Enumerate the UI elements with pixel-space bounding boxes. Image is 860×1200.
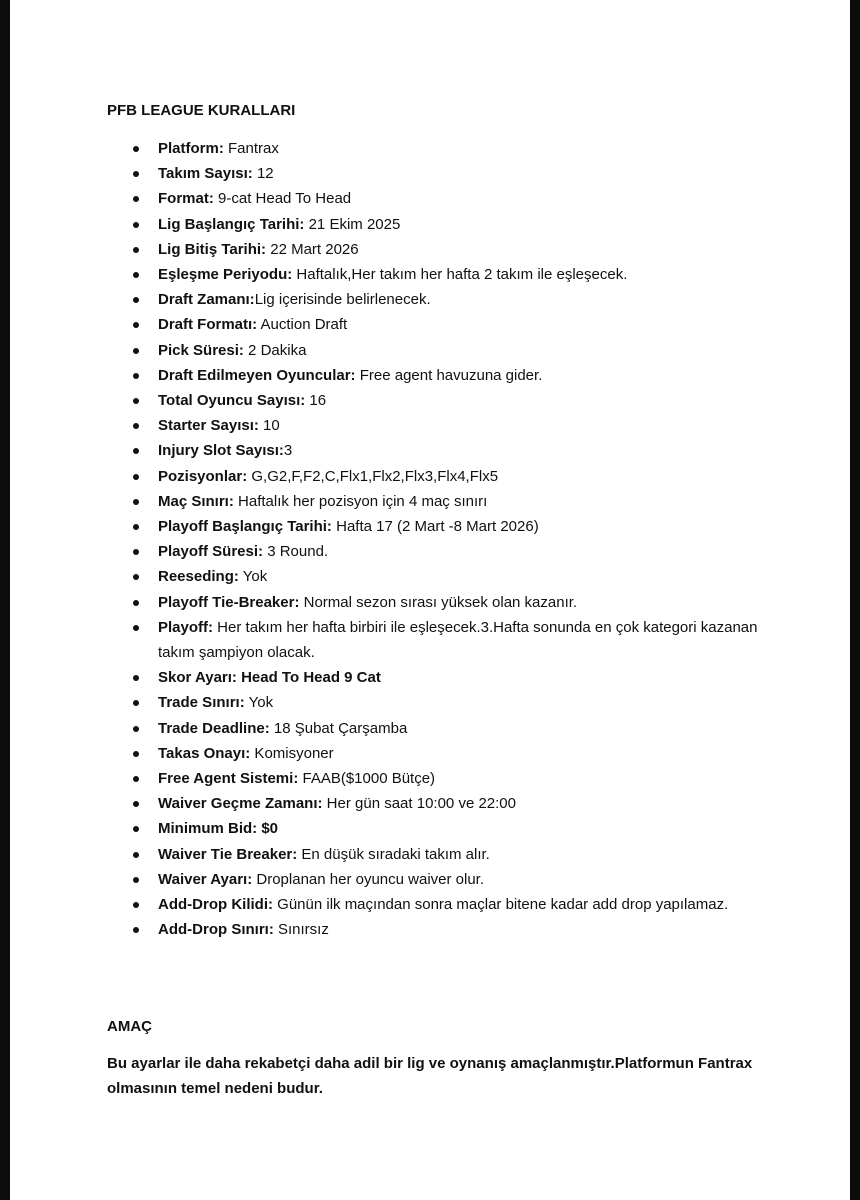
bullet-icon — [133, 297, 139, 303]
rule-item — [158, 212, 798, 237]
bullet-icon — [133, 902, 139, 908]
rule-value: Yok — [244, 694, 274, 712]
rule-item — [158, 514, 798, 539]
bullet-icon — [133, 852, 139, 858]
rule-value: Yok — [238, 568, 268, 586]
rule-value: Günün ilk maçından sonra maçlar bitene kadar add drop yapılamaz. — [272, 896, 729, 914]
document-page — [10, 0, 850, 1200]
rule-label: Lig Başlangıç Tarihi: — [158, 215, 305, 233]
rule-value: 3 Round. — [263, 543, 329, 561]
document-title: PFB LEAGUE KURALLARI — [107, 102, 296, 119]
rule-value: Free agent havuzuna gider. — [355, 366, 543, 384]
rule-label: Format: — [158, 190, 214, 208]
rule-item — [158, 816, 798, 841]
rule-value: Fantrax — [223, 140, 279, 157]
rule-label: Platform: — [158, 140, 224, 157]
rule-item — [158, 842, 798, 867]
rule-item — [158, 363, 798, 388]
rules-list — [158, 136, 798, 943]
rule-value: Normal sezon sırası yüksek olan kazanır. — [299, 593, 578, 611]
bullet-icon — [133, 398, 139, 404]
bullet-icon — [133, 448, 139, 454]
rule-item — [158, 438, 798, 463]
purpose-text: Bu ayarlar ile daha rekabetçi daha adil bir lig ve oynanış amaçlanmıştır.Platformun Fantrax olmasının temel nedeni budur. — [107, 1055, 753, 1097]
bullet-icon — [133, 625, 139, 631]
rule-label: Starter Sayısı: — [158, 417, 259, 435]
rule-item — [158, 716, 798, 741]
rule-value: 21 Ekim 2025 — [304, 215, 401, 233]
rule-item — [158, 564, 798, 589]
rule-label: Draft Edilmeyen Oyuncular: — [158, 366, 356, 384]
rule-label: Waiver Geçme Zamanı: — [158, 795, 323, 813]
rule-value: Her takım her hafta birbiri ile eşleşecek.3.Hafta sonunda en çok kategori kazanan takım şampiyon olacak. — [158, 618, 758, 662]
rule-label: Pozisyonlar: — [158, 467, 248, 485]
rule-value: 12 — [252, 165, 274, 183]
rule-value: Lig içerisinde belirlenecek. — [254, 291, 431, 309]
rule-label: Add-Drop Sınırı: — [158, 921, 274, 939]
rule-value: Sınırsız — [273, 921, 329, 939]
rule-value: FAAB($1000 Bütçe) — [298, 770, 436, 788]
bullet-icon — [133, 927, 139, 933]
rule-value: 3 — [283, 442, 293, 460]
bullet-icon — [133, 247, 139, 253]
rule-label: Takas Onayı: — [158, 744, 251, 762]
bullet-icon — [133, 726, 139, 732]
rule-label: Draft Zamanı: — [158, 291, 255, 309]
rule-item — [158, 388, 798, 413]
rule-item — [158, 338, 798, 363]
rule-label: Pick Süresi: — [158, 341, 244, 359]
rule-value: Head To Head 9 Cat — [236, 669, 381, 687]
rule-label: Lig Bitiş Tarihi: — [158, 240, 267, 258]
bullet-icon — [133, 423, 139, 429]
rule-item — [158, 539, 798, 564]
bullet-icon — [133, 499, 139, 505]
rule-item — [158, 262, 798, 287]
rule-value: Hafta 17 (2 Mart -8 Mart 2026) — [331, 518, 539, 536]
bullet-icon — [133, 222, 139, 228]
rule-item — [158, 136, 798, 161]
bullet-icon — [133, 600, 139, 606]
rule-value: G,G2,F,F2,C,Flx1,Flx2,Flx3,Flx4,Flx5 — [247, 467, 499, 485]
rule-label: Reeseding: — [158, 568, 239, 586]
rule-item — [158, 892, 798, 917]
rule-item — [158, 312, 798, 337]
rule-label: Add-Drop Kilidi: — [158, 896, 273, 914]
rule-value: 22 Mart 2026 — [266, 240, 359, 258]
bullet-icon — [133, 826, 139, 832]
bullet-icon — [133, 348, 139, 354]
bullet-icon — [133, 751, 139, 757]
rule-label: Draft Formatı: — [158, 316, 258, 334]
bullet-icon — [133, 272, 139, 278]
rule-item — [158, 766, 798, 791]
rule-item — [158, 867, 798, 892]
rule-value: 9-cat Head To Head — [213, 190, 352, 208]
rule-item — [158, 741, 798, 766]
rule-label: Playoff: — [158, 618, 214, 636]
rule-item — [158, 690, 798, 715]
bullet-icon — [133, 549, 139, 555]
rule-value: Komisyoner — [250, 744, 334, 762]
bullet-icon — [133, 700, 139, 706]
bullet-icon — [133, 574, 139, 580]
bullet-icon — [133, 474, 139, 480]
rule-label: Injury Slot Sayısı: — [158, 442, 284, 460]
bullet-icon — [133, 322, 139, 328]
rule-value: Her gün saat 10:00 ve 22:00 — [322, 795, 516, 813]
bullet-icon — [133, 171, 139, 177]
bullet-icon — [133, 877, 139, 883]
bullet-icon — [133, 373, 139, 379]
bullet-icon — [133, 146, 139, 152]
rule-label: Takım Sayısı: — [158, 165, 253, 183]
rule-label: Total Oyuncu Sayısı: — [158, 392, 306, 410]
rule-value: Auction Draft — [257, 316, 348, 334]
rule-label: Skor Ayarı: — [158, 669, 237, 687]
rule-label: Playoff Tie-Breaker: — [158, 593, 300, 611]
rule-item — [158, 287, 798, 312]
rule-value: 18 Şubat Çarşamba — [269, 719, 408, 737]
rule-value: 10 — [258, 417, 280, 435]
rule-item — [158, 464, 798, 489]
rule-label: Playoff Süresi: — [158, 543, 264, 561]
rule-label: Minimum Bid: — [158, 820, 258, 838]
bullet-icon — [133, 196, 139, 202]
rule-item — [158, 590, 798, 615]
rule-item — [158, 489, 798, 514]
bullet-icon — [133, 524, 139, 530]
rule-item — [158, 615, 798, 665]
rule-item — [158, 237, 798, 262]
rule-label: Trade Sınırı: — [158, 694, 245, 712]
rule-label: Waiver Ayarı: — [158, 870, 253, 888]
rule-label: Trade Deadline: — [158, 719, 270, 737]
rule-label: Eşleşme Periyodu: — [158, 266, 293, 284]
rule-label: Waiver Tie Breaker: — [158, 845, 298, 863]
rule-value: Haftalık her pozisyon için 4 maç sınırı — [233, 492, 488, 510]
rule-item — [158, 665, 798, 690]
bullet-icon — [133, 801, 139, 807]
rule-value: 2 Dakika — [243, 341, 307, 359]
bullet-icon — [133, 675, 139, 681]
bullet-icon — [133, 776, 139, 782]
rule-label: Playoff Başlangıç Tarihi: — [158, 518, 332, 536]
rule-value: En düşük sıradaki takım alır. — [297, 845, 490, 863]
rule-label: Free Agent Sistemi: — [158, 770, 299, 788]
rule-value: Droplanan her oyuncu waiver olur. — [252, 870, 485, 888]
rule-value: Haftalık,Her takım her hafta 2 takım ile eşleşecek. — [292, 266, 628, 284]
rule-item — [158, 161, 798, 186]
purpose-heading: AMAÇ — [107, 1018, 152, 1035]
rule-value: $0 — [257, 820, 279, 838]
rule-item — [158, 413, 798, 438]
rule-item — [158, 186, 798, 211]
rule-item — [158, 917, 798, 942]
rule-value: 16 — [305, 392, 327, 410]
rule-label: Maç Sınırı: — [158, 492, 234, 510]
rule-item — [158, 791, 798, 816]
